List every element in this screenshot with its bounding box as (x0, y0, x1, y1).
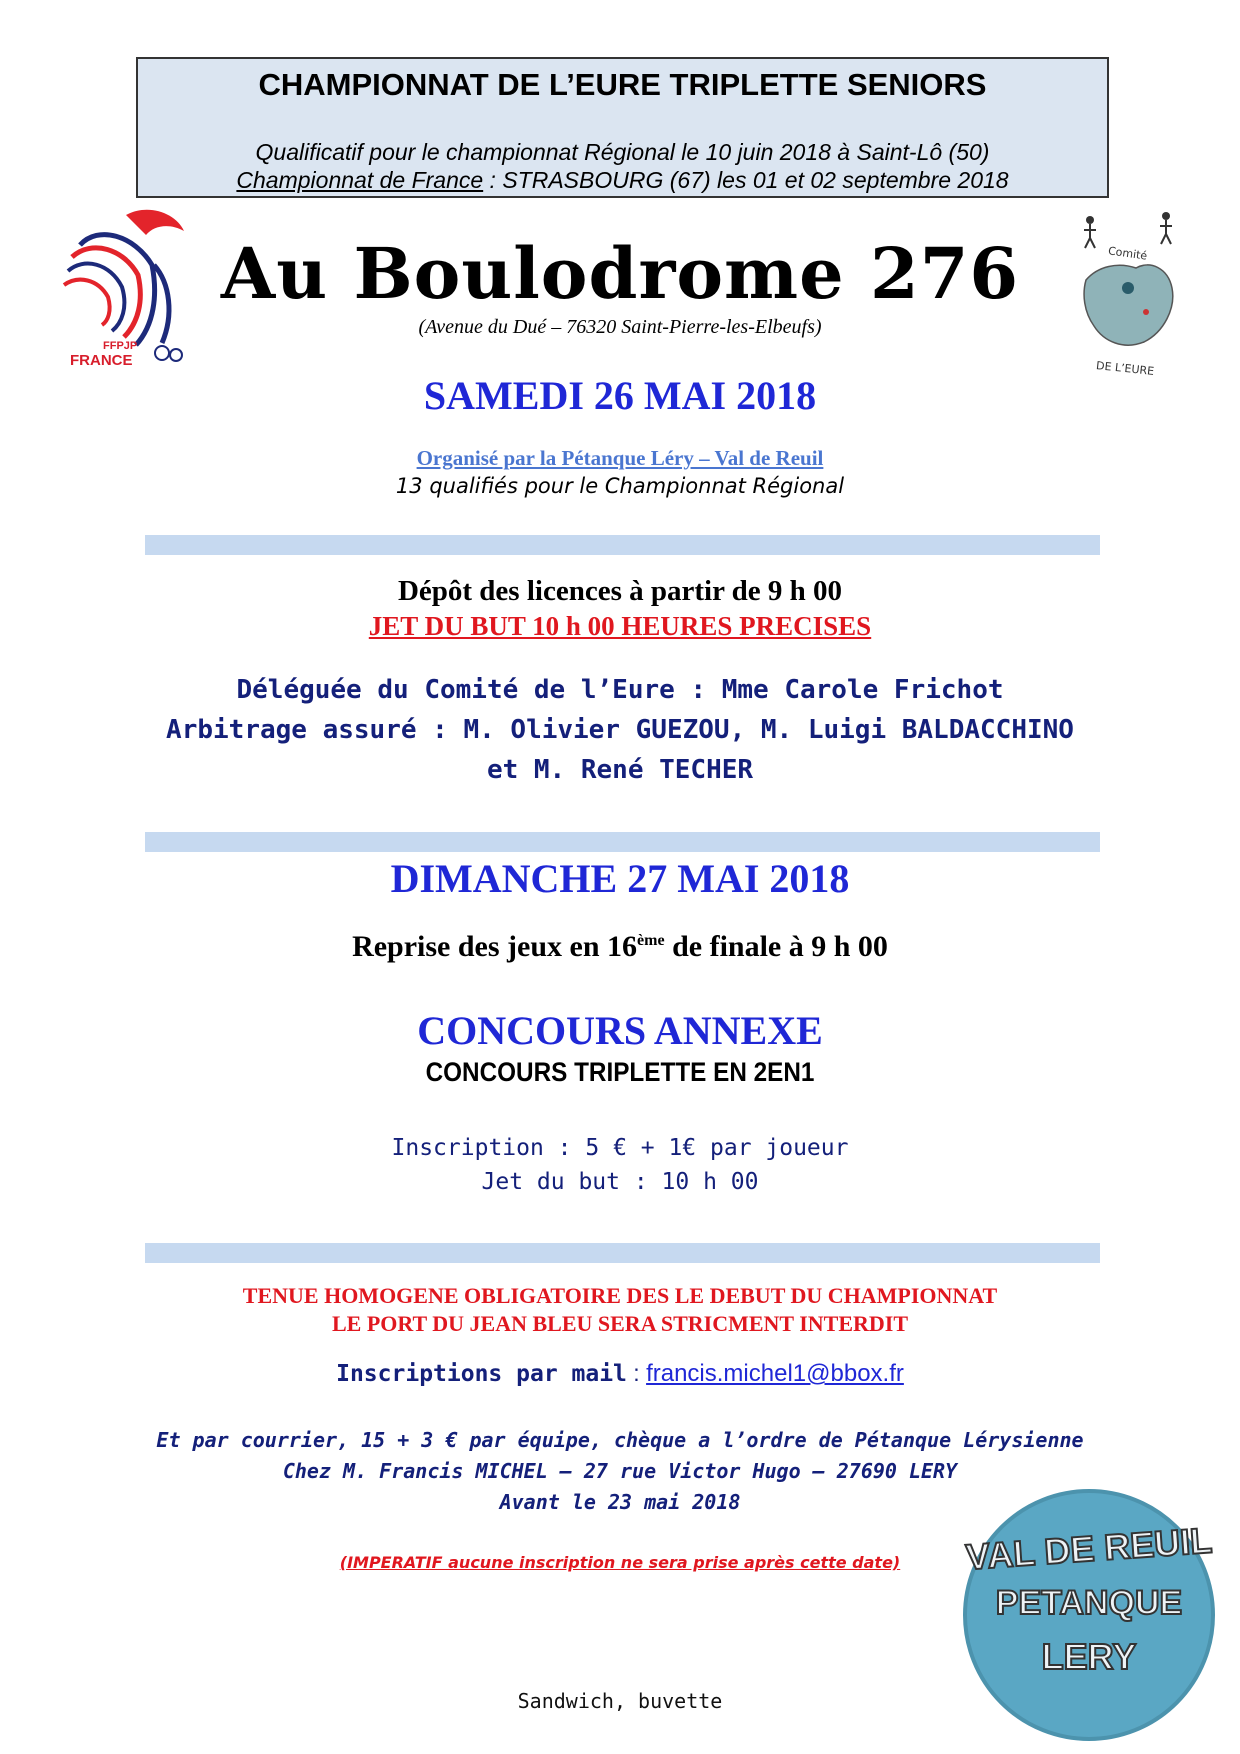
divider-band (145, 1243, 1100, 1263)
post-registration-deadline: Avant le 23 mai 2018 (499, 1490, 741, 1514)
france-championship-line (138, 167, 1107, 194)
divider-band (145, 832, 1100, 852)
annex-subtitle: CONCOURS TRIPLETTE EN 2EN1 (425, 1057, 815, 1087)
france-label: FRANCE (70, 352, 133, 369)
header-title: CHAMPIONNAT DE L’EURE TRIPLETTE SENIORS (258, 67, 987, 102)
comite-label: Comité (1107, 244, 1148, 263)
mail-colon: : (626, 1360, 647, 1386)
delegate-line: Déléguée du Comité de l’Eure : Mme Carole Frichot (236, 675, 1004, 705)
venue-address: (Avenue du Dué – 76320 Saint-Pierre-les-Elbeufs) (418, 316, 822, 338)
resume-games-suffix: de finale à 9 h 00 (664, 930, 888, 963)
france-championship-label: Championnat de France (236, 167, 484, 193)
divider-band (145, 535, 1100, 555)
mail-address-link[interactable]: francis.michel1@bbox.fr (646, 1360, 904, 1387)
dress-code-line-1: TENUE HOMOGENE OBLIGATOIRE DES LE DEBUT DU CHAMPIONNAT (242, 1283, 998, 1308)
referees-line-2: et M. René TECHER (486, 755, 754, 785)
annex-title: CONCOURS ANNEXE (417, 1008, 823, 1053)
header-box (136, 57, 1109, 198)
france-championship-details: : STRASBOURG (67) les 01 et 02 septembre 2018 (483, 167, 1009, 193)
annex-fee: Inscription : 5 € + 1€ par joueur (391, 1135, 849, 1161)
club-name-line-3: LERY (1041, 1636, 1137, 1677)
jet-du-but-notice: JET DU BUT 10 h 00 HEURES PRECISES (368, 611, 872, 641)
club-name-line-2: PETANQUE (995, 1584, 1183, 1622)
post-registration-line-2: Chez M. Francis MICHEL – 27 rue Victor Hugo – 27690 LERY (282, 1459, 958, 1483)
dress-code-line-2: LE PORT DU JEAN BLEU SERA STRICMENT INTERDIT (331, 1311, 909, 1336)
club-name-line-1: VAL DE REUIL (964, 1519, 1214, 1578)
annex-jet-du-but: Jet du but : 10 h 00 (481, 1169, 759, 1195)
sunday-date: DIMANCHE 27 MAI 2018 (390, 856, 850, 901)
saturday-date: SAMEDI 26 MAI 2018 (423, 373, 817, 418)
mail-registration-label: Inscriptions par mail (336, 1361, 627, 1387)
resume-games-prefix: Reprise des jeux en 16 (352, 930, 638, 963)
organizer-link: Organisé par la Pétanque Léry – Val de Reuil (416, 446, 824, 470)
ffpjp-label: FFPJP (103, 340, 138, 352)
licence-deposit: Dépôt des licences à partir de 9 h 00 (397, 575, 843, 607)
imperative-notice: (IMPERATIF aucune inscription ne sera prise après cette date) (339, 1553, 901, 1572)
qualified-count: 13 qualifiés pour le Championnat Régional (395, 474, 845, 498)
resume-games-line (0, 930, 1240, 964)
venue-title: Au Boulodrome 276 (220, 232, 1020, 315)
de-l-eure-label: DE L’EURE (1095, 358, 1155, 379)
resume-games-superscript: ème (637, 932, 665, 949)
regional-qualifier-line: Qualificatif pour le championnat Régional le 10 juin 2018 à Saint-Lô (50) (255, 139, 990, 165)
footer-note: Sandwich, buvette (517, 1689, 723, 1713)
mail-registration-line (0, 1360, 1240, 1388)
post-registration-line-1: Et par courrier, 15 + 3 € par équipe, chèque a l’ordre de Pétanque Lérysienne (156, 1428, 1084, 1452)
referees-line-1: Arbitrage assuré : M. Olivier GUEZOU, M. Luigi BALDACCHINO (166, 715, 1074, 745)
